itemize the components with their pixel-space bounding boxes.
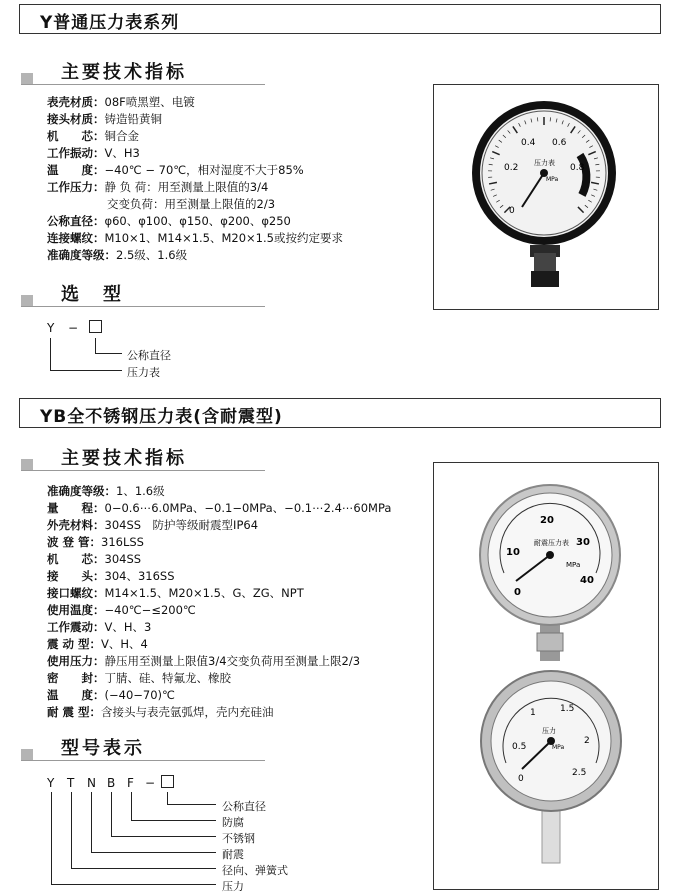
connector-line — [71, 792, 72, 868]
gauge-face-label: 压力 — [542, 727, 556, 735]
spec-row — [47, 619, 391, 636]
spec-label: 准确度等级： — [47, 248, 116, 262]
spec-row — [47, 517, 391, 534]
spec-label: 温 度： — [47, 688, 105, 702]
gauge-tick-label: 0.4 — [521, 138, 536, 148]
spec-row — [47, 585, 391, 602]
spec-label: 工作震动： — [47, 620, 105, 634]
spec-row — [47, 636, 391, 653]
spec-row — [47, 179, 343, 196]
gauge-unit: MPa — [552, 744, 565, 751]
gauge-face-label: 耐震压力表 — [534, 539, 569, 547]
connector-line — [95, 338, 96, 354]
spec-row — [47, 162, 343, 179]
spec-value: M10×1、M14×1.5、M20×1.5或按约定要求 — [104, 231, 343, 245]
section2-title-box — [19, 398, 661, 428]
spec-value: (−40−70)℃ — [104, 688, 175, 702]
spec-label: 量 程： — [47, 501, 105, 515]
section1-title-box — [19, 4, 661, 34]
gauge-tick-label: 20 — [540, 515, 554, 526]
gauge-tick-label: 0.5 — [512, 742, 527, 752]
spec-label: 耐 震 型： — [47, 705, 102, 719]
spec-label: 接口螺纹： — [47, 586, 105, 600]
spec-label: 工作振动： — [47, 146, 105, 160]
spec-value: 304SS — [104, 552, 142, 566]
spec-value: 316LSS — [101, 535, 144, 549]
spec-value: 铸造铅黄铜 — [104, 112, 162, 126]
heading-underline — [21, 470, 265, 471]
spec-value: 0−0.6⋯6.0MPa、−0.1−0MPa、−0.1⋯2.4⋯60MPa — [104, 501, 392, 515]
connector-line — [50, 370, 122, 371]
connector-line — [111, 836, 216, 837]
spec-row — [47, 568, 391, 585]
spec-value: 铜合金 — [104, 129, 139, 143]
connector-line — [167, 792, 168, 804]
model-code-dash: − — [68, 321, 79, 335]
spec-row — [47, 551, 391, 568]
spec-value: V、H3 — [104, 146, 140, 160]
model-code-b: B — [107, 776, 116, 790]
spec-row — [47, 483, 391, 500]
section2-spec-list — [47, 483, 391, 721]
spec-label: 连接螺纹： — [47, 231, 105, 245]
gauge-photo-frame — [433, 84, 659, 310]
connector-line — [95, 353, 122, 354]
spec-value: −40℃−≤200℃ — [104, 603, 196, 617]
spec-value: 08F喷黑塑、电镀 — [104, 95, 195, 109]
spec-label: 外壳材料： — [47, 518, 105, 532]
connector-line — [131, 820, 216, 821]
connector-line — [167, 804, 216, 805]
spec-label: 工作压力： — [47, 180, 105, 194]
gauge-unit: MPa — [566, 561, 581, 569]
spec-row — [47, 602, 391, 619]
spec-label: 接头材质： — [47, 112, 105, 126]
spec-row — [47, 247, 343, 264]
annotation-anticorrosion: 防腐 — [222, 816, 244, 829]
model-code-y: Y — [47, 776, 55, 790]
annotation-pressure: 压力 — [222, 880, 244, 893]
spec-value: φ60、φ100、φ150、φ200、φ250 — [104, 214, 291, 228]
section1-title: Y普通压力表系列 — [40, 13, 180, 33]
heading-underline — [21, 306, 265, 307]
black-pressure-gauge-image — [434, 85, 658, 309]
spec-label: 表壳材质： — [47, 95, 105, 109]
annotation-stainless: 不锈钢 — [222, 832, 255, 845]
spec-row — [47, 94, 343, 111]
spec-label: 密 封： — [47, 671, 105, 685]
gauge-tick-label: 2 — [584, 736, 590, 746]
gauge-tick-label: 1.5 — [560, 704, 575, 714]
gauge-face-label: 压力表 — [534, 159, 555, 167]
spec-row — [47, 111, 343, 128]
connector-line — [131, 792, 132, 820]
model-code-f: F — [127, 776, 134, 790]
spec-row — [47, 213, 343, 230]
gauge-tick-label: 40 — [580, 575, 594, 586]
model-code-y: Y — [47, 321, 55, 335]
heading-underline — [21, 760, 265, 761]
spec-value: 静 负 荷：用至测量上限值的3/4 — [104, 180, 269, 194]
spec-value: −40℃ − 70℃，相对湿度不大于85% — [104, 163, 304, 177]
spec-label: 温 度： — [47, 163, 105, 177]
gauge-tick-label: 0 — [509, 206, 515, 216]
model-code-dash: − — [145, 776, 156, 790]
connector-line — [71, 868, 216, 869]
spec-row — [47, 687, 391, 704]
spec-value: 丁腈、硅、特氟龙、橡胶 — [104, 671, 231, 685]
heading-text: 主要技术指标 — [61, 62, 187, 83]
spec-value: M14×1.5、M20×1.5、G、ZG、NPT — [104, 586, 304, 600]
spec-value: 304、316SS — [104, 569, 175, 583]
spec-row — [47, 704, 391, 721]
spec-row — [47, 534, 391, 551]
heading-text: 型号表示 — [61, 738, 145, 759]
connector-line — [91, 792, 92, 852]
spec-value: V、H、4 — [101, 637, 148, 651]
gauge-tick-label: 0.8 — [570, 163, 585, 173]
spec-label: 波 登 管： — [47, 535, 102, 549]
spec-row — [47, 670, 391, 687]
stainless-gauge-photo-frame — [433, 462, 659, 890]
connector-line — [51, 884, 216, 885]
model-code-box — [89, 320, 102, 333]
connector-line — [111, 792, 112, 836]
spec-row — [47, 500, 391, 517]
spec-label: 机 芯： — [47, 552, 105, 566]
gauge-tick-label: 0 — [514, 587, 521, 598]
spec-label: 震 动 型： — [47, 637, 102, 651]
annotation-nominal-diameter: 公称直径 — [222, 800, 266, 813]
stainless-gauges-image — [434, 463, 658, 889]
spec-row — [47, 230, 343, 247]
spec-row — [47, 128, 343, 145]
spec-label: 使用压力： — [47, 654, 105, 668]
spec-value: 1、1.6级 — [116, 484, 165, 498]
annotation-radial-spring: 径向、弹簧式 — [222, 864, 288, 877]
gauge-tick-label: 2.5 — [572, 768, 587, 778]
heading-text: 主要技术指标 — [61, 448, 187, 469]
gauge-tick-label: 0 — [518, 774, 524, 784]
gauge-unit: MPa — [546, 176, 559, 183]
section2-title: YB全不锈钢压力表(含耐震型) — [40, 407, 283, 427]
annotation-pressure-gauge: 压力表 — [127, 366, 160, 379]
spec-value: V、H、3 — [104, 620, 152, 634]
connector-line — [91, 852, 216, 853]
spec-row — [47, 145, 343, 162]
gauge-tick-label: 0.6 — [552, 138, 567, 148]
spec-value: 静压用至测量上限值3/4交变负荷用至测量上限2/3 — [104, 654, 361, 668]
model-code-n: N — [87, 776, 96, 790]
spec-label: 机 芯： — [47, 129, 105, 143]
spec-value: 含接头与表壳氩弧焊，壳内充硅油 — [101, 705, 274, 719]
spec-value: 2.5级、1.6级 — [116, 248, 188, 262]
gauge-tick-label: 10 — [506, 547, 520, 558]
connector-line — [51, 792, 52, 884]
model-code-box — [161, 775, 174, 788]
spec-value: 304SS 防护等级耐震型IP64 — [104, 518, 259, 532]
annotation-nominal-diameter: 公称直径 — [127, 349, 171, 362]
section1-spec-list — [47, 94, 343, 264]
heading-text: 选 型 — [61, 284, 124, 305]
gauge-tick-label: 30 — [576, 537, 590, 548]
heading-underline — [21, 84, 265, 85]
gauge-tick-label: 1 — [530, 708, 536, 718]
model-code-t: T — [67, 776, 75, 790]
connector-line — [50, 338, 51, 371]
annotation-shockproof: 耐震 — [222, 848, 244, 861]
spec-value: 交变负荷：用至测量上限值的2/3 — [107, 197, 276, 211]
spec-label: 接 头： — [47, 569, 105, 583]
spec-row — [47, 653, 391, 670]
spec-label: 公称直径： — [47, 214, 105, 228]
spec-row — [47, 196, 343, 213]
spec-label: 准确度等级： — [47, 484, 116, 498]
gauge-tick-label: 0.2 — [504, 163, 519, 173]
spec-label: 使用温度： — [47, 603, 105, 617]
